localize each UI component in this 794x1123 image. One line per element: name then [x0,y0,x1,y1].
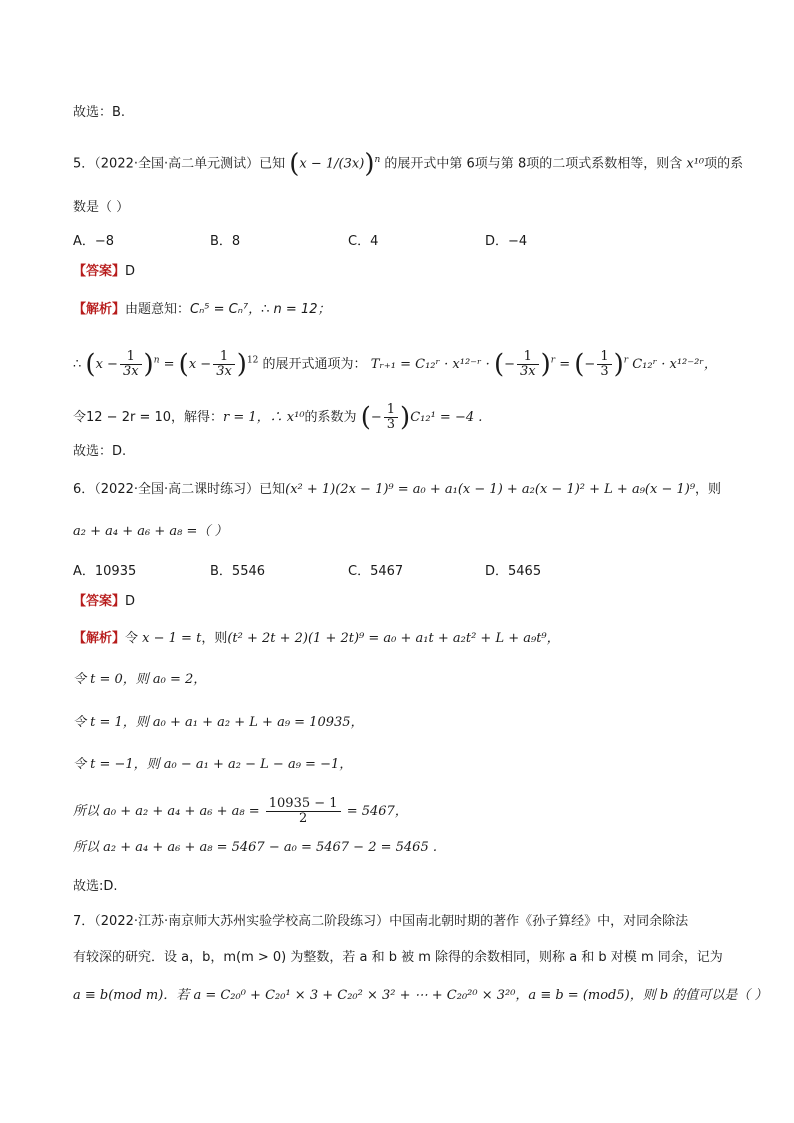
q5-step1-math: Cₙ⁵ = Cₙ⁷，∴ n = 12； [190,302,331,317]
q6-s1-math: x − 1 = t [142,631,202,646]
q6-option-c: C．5467 [348,564,404,579]
q6-s5-denominator: 2 [299,811,308,826]
q6-option-a: A．10935 [73,564,137,579]
q5-final: 故选：D. [73,444,127,459]
q6-step-5 [73,797,408,826]
q6-equation: (x² + 1)(2x − 1)⁹ = a₀ + a₁(x − 1) + a₂(x − 1)² + L + a₉(x − 1)⁹ [285,482,696,497]
q5-term: x¹⁰ [686,156,705,172]
q5-analysis-1 [73,300,330,320]
q5-step2-mid: 的展开式通项为： [262,357,367,372]
q6-step-6: 所以 a₂ + a₄ + a₆ + a₈ = 5467 − a₀ = 5467 − 2 = 5465 . [73,840,437,855]
previous-answer: 故选：B. [73,105,126,120]
q6-s5-pre: 所以 a₀ + a₂ + a₄ + a₆ + a₈ = [73,804,260,819]
q5-expr: x − 1/(3x) [299,156,365,172]
q6-stem-line2: a₂ + a₄ + a₆ + a₈ =（ ） [73,524,228,539]
paren: ( [85,349,96,380]
q5-stem-line2: 数是（ ） [73,200,130,215]
q6-eq-tail: ，则 [695,482,722,497]
q5-option-b: B．8 [210,234,241,249]
q5-step3-a: 令12 − 2r = 10，解得： [73,410,224,425]
q6-step-4: 令 t = −1，则 a₀ − a₁ + a₂ − L − a₉ = −1， [73,757,353,772]
q5-step3-c: 的系数为 [304,410,357,425]
q6-step-2: 令 t = 0，则 a₀ = 2， [73,672,207,687]
q6-analysis-1 [73,629,560,649]
q5-step3-d: C₁₂¹ = −4 . [410,410,483,425]
q6-s1-text2: ，则 [201,631,228,646]
q5-step2-general: Tᵣ₊₁ = C₁₂ʳ · x¹²⁻ʳ · [370,357,490,372]
q6-stem [73,480,721,500]
q6-s5-post: = 5467， [346,804,408,819]
answer-value: D [125,594,136,609]
q5-paren-open: ( [289,148,300,179]
q5-exponent: n [374,155,381,165]
q7-stem-line3: a ≡ b(mod m)．若 a = C₂₀⁰ + C₂₀¹ × 3 + C₂₀² × 3² + ⋯ + C₂₀²⁰ × 3²⁰，a ≡ b = (mod5)，则 b 的值可以是（ ） [73,988,768,1003]
q6-s1-text: 令 [125,631,143,646]
q5-stem [73,148,744,179]
q6-step-3: 令 t = 1，则 a₀ + a₁ + a₂ + L + a₉ = 10935， [73,715,364,730]
q5-step2-end: C₁₂ʳ · x¹²⁻²ʳ， [632,357,717,372]
q5-analysis-2: ∴ (x − $\frac{1}{3x}$ )$^n$ = (x − $\frac{1}{3x}$ )$^{12}$ 的展开式通项为： Tᵣ₊₁ = C₁₂ʳ · x¹²⁻ʳ · (− $\frac{1}{3x}$ )$^r$ = (− $\frac{1}{3}$ )$^r$ C₁₂ʳ · x¹²⁻²ʳ， [73,349,717,380]
q5-paren-close: ) [364,148,375,179]
q5-tail: 项的系 [704,156,744,172]
analysis-tag: 【解析】 [73,302,126,317]
q6-s1-math2: (t² + 2t + 2)(1 + 2t)⁹ = a₀ + a₁t + a₂t² + L + a₉t⁹， [227,631,560,646]
q6-option-b: B．5546 [210,564,266,579]
analysis-tag: 【解析】 [73,631,126,646]
q6-answer [73,592,135,612]
q5-step3-b: r = 1，∴ x¹⁰ [223,410,305,425]
q7-stem-line2: 有较深的研究．设 a，b，m(m > 0) 为整数，若 a 和 b 被 m 除得的余数相同，则称 a 和 b 对模 m 同余，记为 [73,950,723,965]
q5-option-a: A．−8 [73,234,115,249]
q5-step2-pre: ∴ [73,357,82,372]
q5-step1-text: 由题意知： [125,302,191,317]
q5-option-c: C．4 [348,234,379,249]
q5-answer [73,262,135,282]
q6-s5-numerator: 10935 − 1 [266,797,341,812]
q5-option-d: D．−4 [485,234,528,249]
answer-value: D [125,264,136,279]
q7-stem-line1: 7．（2022·江苏·南京师大苏州实验学校高二阶段练习）中国南北朝时期的著作《孙子算经》中，对同余除法 [73,914,689,929]
answer-tag: 【答案】 [73,594,126,609]
q5-analysis-3: 令12 − 2r = 10，解得：r = 1，∴ x¹⁰的系数为 (− $\frac{1}{3}$ )C₁₂¹ = −4 . [73,402,483,433]
q5-mid: 的展开式中第 6项与第 8项的二项式系数相等，则含 [384,156,687,172]
q6-option-d: D．5465 [485,564,542,579]
q5-lead: 5．（2022·全国·高二单元测试）已知 [73,156,286,172]
answer-tag: 【答案】 [73,264,126,279]
q6-lead: 6．（2022·全国·高二课时练习）已知 [73,482,286,497]
q6-final: 故选:D. [73,879,118,894]
